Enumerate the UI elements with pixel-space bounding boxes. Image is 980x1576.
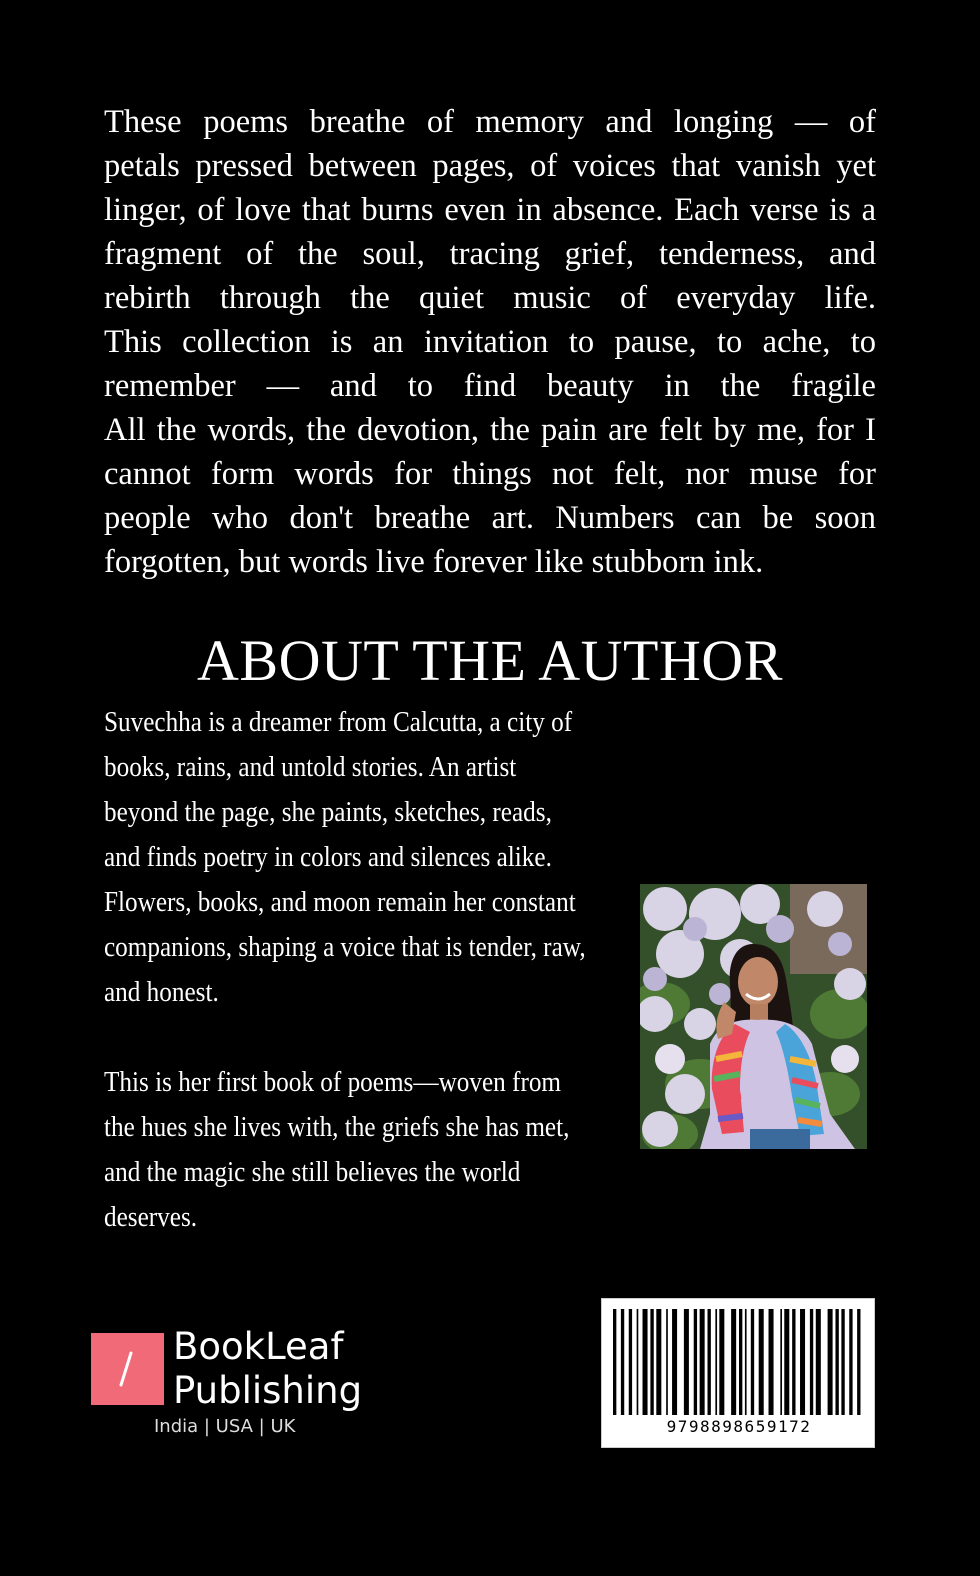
about-the-author-heading: ABOUT THE AUTHOR <box>197 628 783 693</box>
barcode-bar <box>613 1309 616 1415</box>
barcode-bar <box>715 1309 717 1415</box>
blurb-line: linger, of love that burns even in absence. Each verse is a <box>104 192 876 228</box>
blurb-line: rebirth through the quiet music of everyday life. <box>104 280 876 316</box>
barcode-bar <box>780 1309 782 1415</box>
barcode-bar <box>841 1309 844 1415</box>
blurb-line: cannot form words for things not felt, nor muse for <box>104 456 876 492</box>
barcode-bar <box>719 1309 724 1415</box>
barcode-bar <box>666 1309 668 1415</box>
blurb-line: This collection is an invitation to pause, to ache, to <box>104 324 876 360</box>
barcode-bar <box>810 1309 813 1415</box>
barcode-bar <box>672 1309 677 1415</box>
barcode-bar <box>835 1309 838 1415</box>
back-cover-blurb <box>104 100 876 584</box>
publisher-regions: India | USA | UK <box>154 1416 296 1437</box>
isbn-number: 9798898659172 <box>666 1417 812 1436</box>
barcode-bar <box>629 1309 632 1415</box>
barcode-bar <box>857 1309 860 1415</box>
publisher-logo <box>91 1327 391 1447</box>
barcode-bar <box>849 1309 852 1415</box>
author-photo <box>640 884 867 1149</box>
author-bio-paragraph: Suvechha is a dreamer from Calcutta, a city of books, rains, and untold stories. An artist beyond the page, she paints, sketches, reads, and finds poetry in colors and silences alike. Flowers, books, and moon remain her constant companions, shaping a voice that is tender, raw, and honest. <box>104 707 586 1008</box>
isbn-barcode <box>601 1298 875 1448</box>
barcode-bar <box>816 1309 821 1415</box>
barcode-bar <box>759 1309 764 1415</box>
barcode-bar <box>739 1309 742 1415</box>
barcode-bar <box>684 1309 689 1415</box>
blurb-line: remember — and to find beauty in the fragile <box>104 368 876 404</box>
barcode-bar <box>828 1309 833 1415</box>
barcode-bar <box>745 1309 747 1415</box>
barcode-bar <box>650 1309 653 1415</box>
author-photo-illustration <box>640 884 867 1149</box>
blurb-line: forgotten, but words live forever like stubborn ink. <box>104 544 764 580</box>
barcode-bar <box>656 1309 661 1415</box>
blurb-line: fragment of the soul, tracing grief, tenderness, and <box>104 236 876 272</box>
publisher-name-line-2: Publishing <box>173 1369 363 1412</box>
barcode-bar <box>694 1309 697 1415</box>
barcode-bar <box>800 1309 805 1415</box>
barcode-bar <box>621 1309 624 1415</box>
blurb-line: petals pressed between pages, of voices that vanish yet <box>104 148 876 184</box>
barcode-bar <box>751 1309 754 1415</box>
blurb-line: All the words, the devotion, the pain are felt by me, for I <box>104 412 876 448</box>
publisher-mark-icon <box>91 1333 164 1405</box>
blurb-line: These poems breathe of memory and longing — of <box>104 104 876 140</box>
barcode-bar <box>637 1309 639 1415</box>
barcode-bar <box>792 1309 795 1415</box>
barcode-bar <box>731 1309 736 1415</box>
barcode-bar <box>643 1309 648 1415</box>
publisher-name <box>173 1325 362 1413</box>
author-bio <box>104 700 590 1240</box>
blurb-line: people who don't breathe art. Numbers can be soon <box>104 500 876 536</box>
author-bio-paragraph: This is her first book of poems—woven from the hues she lives with, the griefs she has met, and the magic she still believes the world deserves. <box>104 1067 570 1233</box>
barcode-bar <box>784 1309 789 1415</box>
slash-icon <box>91 1333 164 1405</box>
barcode-bar <box>708 1309 711 1415</box>
publisher-name-line-1: BookLeaf <box>173 1325 344 1368</box>
barcode-bars <box>612 1309 866 1415</box>
barcode-bar <box>700 1309 705 1415</box>
barcode-bar <box>769 1309 774 1415</box>
